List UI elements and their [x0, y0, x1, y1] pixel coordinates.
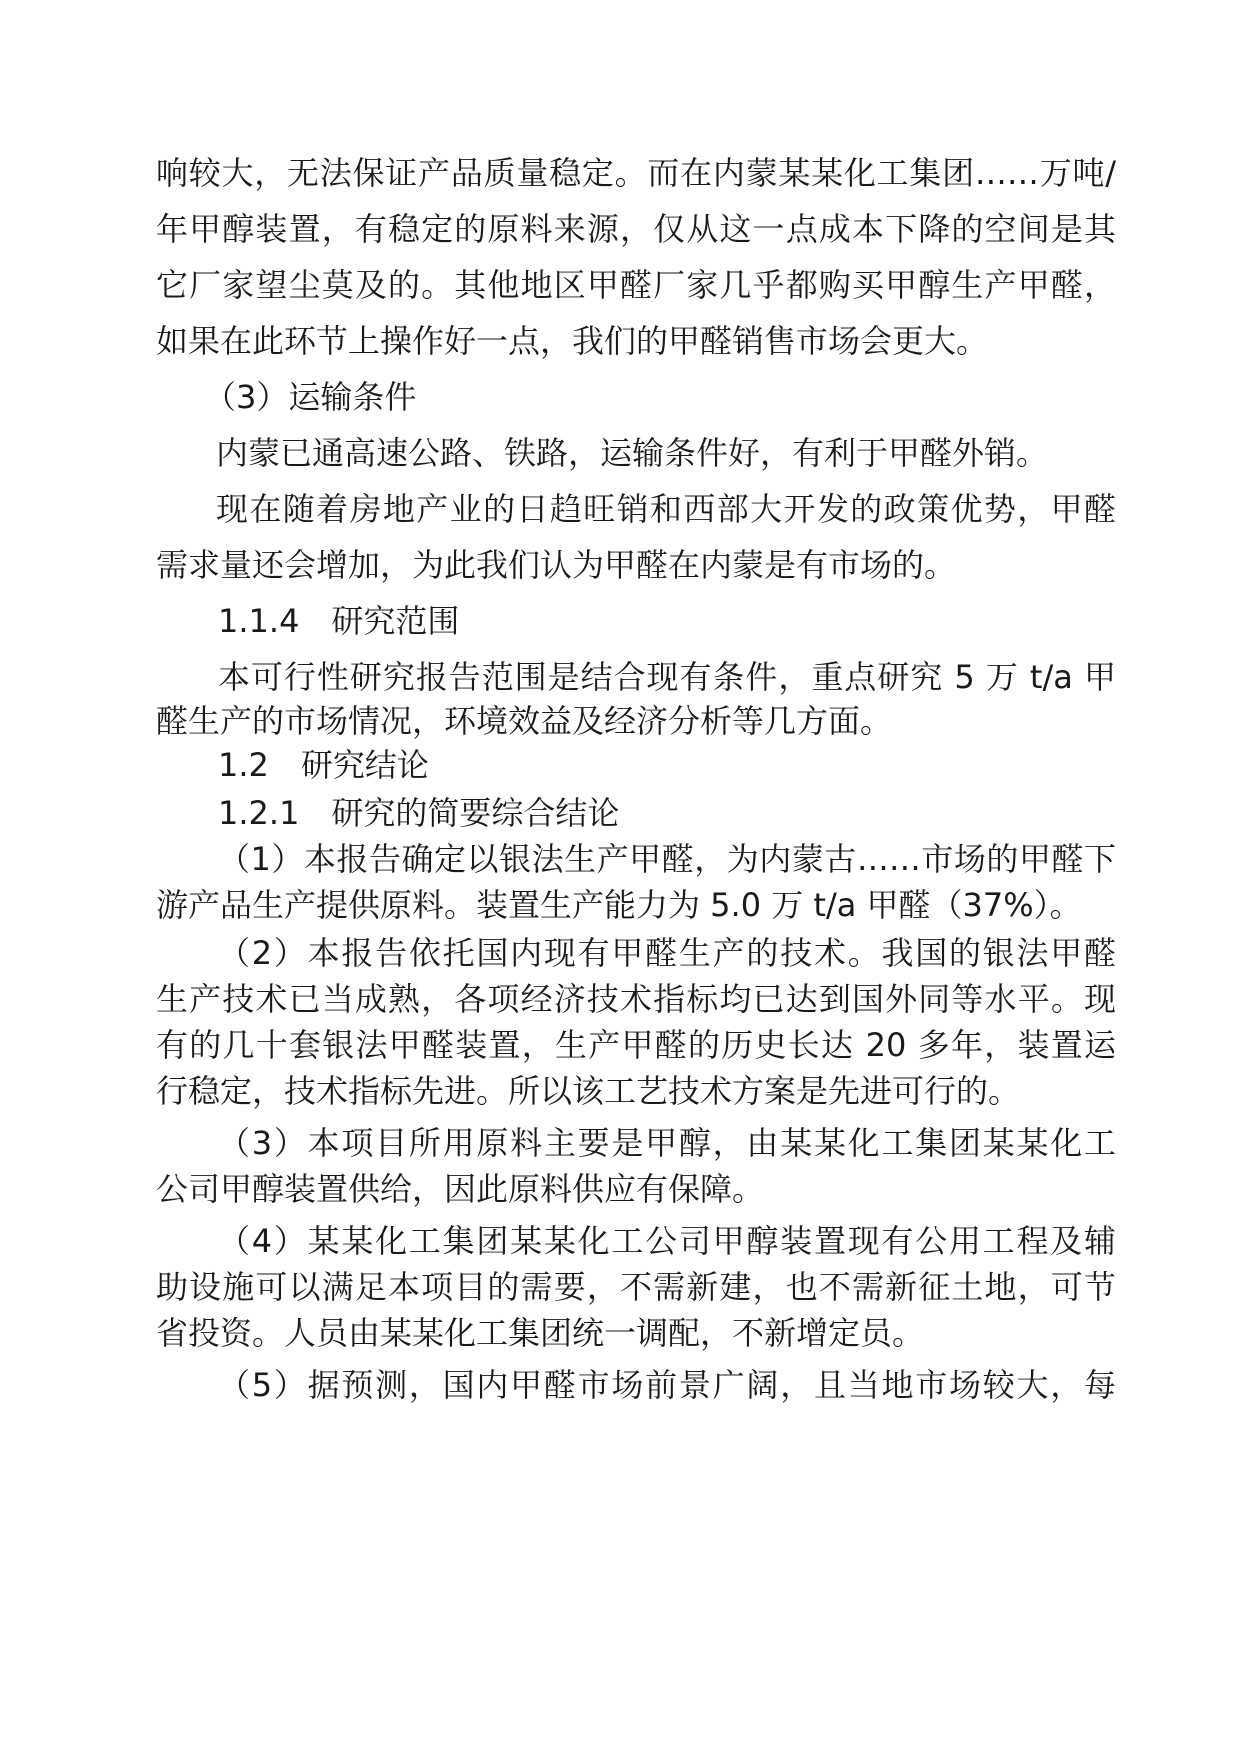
paragraph-line: 生产技术已当成熟，各项经济技术指标均已达到国外同等水平。现 [156, 980, 1116, 1018]
paragraph-line: 年甲醇装置，有稳定的原料来源，仅从这一点成本下降的空间是其 [156, 210, 1116, 248]
paragraph-line: 它厂家望尘莫及的。其他地区甲醛厂家几乎都购买甲醇生产甲醛， [156, 266, 1116, 304]
paragraph-line: 有的几十套银法甲醛装置，生产甲醛的历史长达 20 多年，装置运 [156, 1026, 1116, 1064]
paragraph-line: 游产品生产提供原料。装置生产能力为 5.0 万 t/a 甲醛（37%）。 [156, 886, 1082, 924]
paragraph-line: 需求量还会增加，为此我们认为甲醛在内蒙是有市场的。 [156, 546, 957, 584]
paragraph-line: 醛生产的市场情况，环境效益及经济分析等几方面。 [156, 702, 893, 740]
paragraph-line: （5）据预测，国内甲醛市场前景广阔，且当地市场较大，每 [218, 1366, 1116, 1404]
paragraph-line: （1）本报告确定以银法生产甲醛，为内蒙古……市场的甲醛下 [218, 840, 1116, 878]
paragraph-line: （4）某某化工集团某某化工公司甲醇装置现有公用工程及辅 [218, 1222, 1116, 1260]
paragraph-line: 响较大，无法保证产品质量稳定。而在内蒙某某化工集团……万吨/ [156, 154, 1116, 192]
paragraph-line: 内蒙已通高速公路、铁路，运输条件好，有利于甲醛外销。 [216, 434, 1049, 472]
paragraph-line: 公司甲醇装置供给，因此原料供应有保障。 [156, 1170, 765, 1208]
section-heading-1-1-4: 1.1.4 研究范围 [218, 602, 460, 640]
subheading-transport: （3）运输条件 [204, 378, 417, 416]
paragraph-line: （3）本项目所用原料主要是甲醇，由某某化工集团某某化工 [218, 1124, 1116, 1162]
paragraph-line: 现在随着房地产业的日趋旺销和西部大开发的政策优势，甲醛 [216, 490, 1116, 528]
paragraph-line: 助设施可以满足本项目的需要，不需新建，也不需新征土地，可节 [156, 1268, 1116, 1306]
paragraph-line: 省投资。人员由某某化工集团统一调配，不新增定员。 [156, 1314, 925, 1352]
paragraph-line: 行稳定，技术指标先进。所以该工艺技术方案是先进可行的。 [156, 1072, 1021, 1110]
paragraph-line: 如果在此环节上操作好一点，我们的甲醛销售市场会更大。 [156, 322, 989, 360]
section-heading-1-2-1: 1.2.1 研究的简要综合结论 [218, 794, 620, 832]
section-heading-1-2: 1.2 研究结论 [218, 746, 429, 784]
paragraph-line: （2）本报告依托国内现有甲醛生产的技术。我国的银法甲醛 [218, 934, 1116, 972]
paragraph-line: 本可行性研究报告范围是结合现有条件，重点研究 5 万 t/a 甲 [218, 658, 1116, 696]
